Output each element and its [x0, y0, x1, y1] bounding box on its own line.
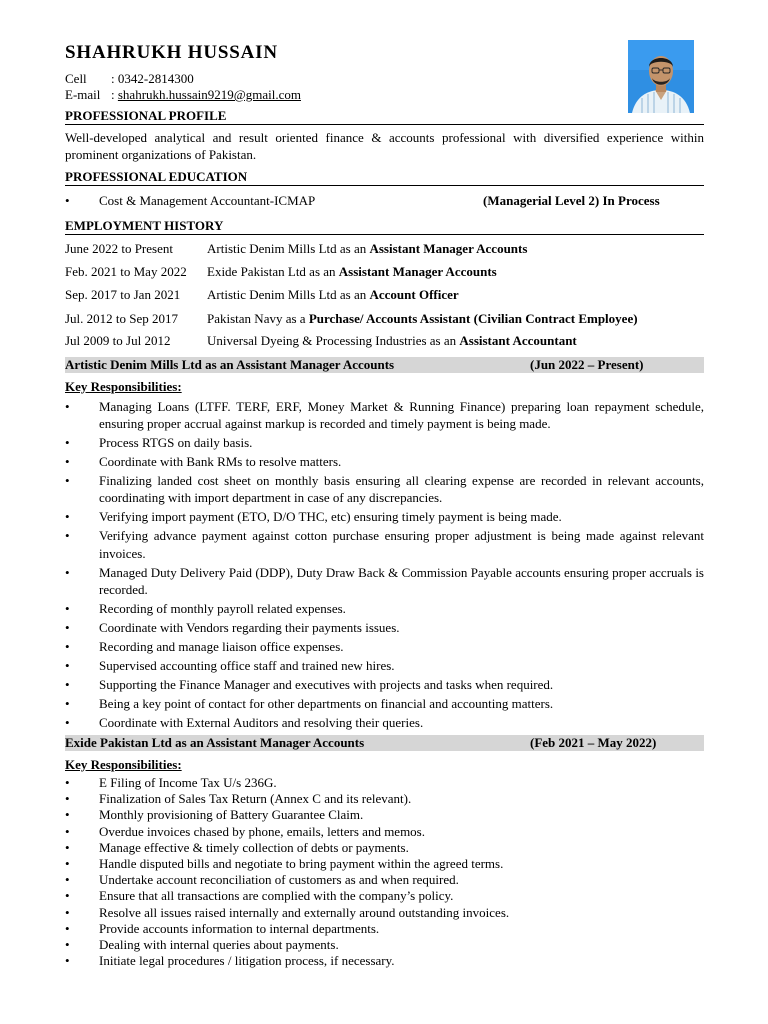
responsibility-text: Supervised accounting office staff and trained new hires.: [99, 657, 395, 673]
profile-summary: Well-developed analytical and result oriented finance & accounts professional with diversified experience within prominent organizations of Pakistan.: [65, 130, 704, 162]
employment-heading: EMPLOYMENT HISTORY: [65, 218, 704, 235]
list-item: [65, 872, 704, 888]
education-level: (Managerial Level 2) In Process: [483, 193, 660, 208]
list-item: [65, 888, 704, 904]
employment-role: Purchase/ Accounts Assistant (Civilian Contract Employee): [308, 311, 638, 326]
bullet: •: [65, 775, 70, 790]
cell-label: Cell: [65, 71, 87, 86]
job-period: (Feb 2021 – May 2022): [530, 735, 657, 750]
bullet: •: [65, 193, 70, 208]
bullet: •: [65, 839, 70, 855]
cell-row: [65, 71, 194, 86]
bullet: •: [65, 937, 70, 953]
education-qualification: Cost & Management Accountant-ICMAP: [99, 193, 316, 208]
bullet: •: [65, 714, 70, 730]
responsibility-text: Handle disputed bills and negotiate to bring payment within the agreed terms.: [99, 856, 504, 872]
job-title: Artistic Denim Mills Ltd as an Assistant Manager Accounts: [65, 357, 395, 372]
responsibility-text: Undertake account reconciliation of customers as and when required.: [99, 872, 459, 888]
key-responsibilities-heading: Key Responsibilities:: [65, 757, 182, 772]
list-item: [65, 775, 704, 791]
list-item: [65, 453, 704, 470]
employment-description: Exide Pakistan Ltd as an Assistant Manager Accounts: [207, 264, 497, 279]
job-title: Exide Pakistan Ltd as an Assistant Manager Accounts: [65, 735, 365, 750]
employment-date: Feb. 2021 to May 2022: [65, 264, 187, 279]
list-item: [65, 638, 704, 655]
list-item: [65, 791, 704, 807]
employment-role: Assistant Manager Accounts: [369, 241, 528, 256]
bullet: •: [65, 454, 70, 470]
education-heading: PROFESSIONAL EDUCATION: [65, 169, 704, 186]
list-item: [65, 472, 704, 506]
employment-role: Account Officer: [369, 287, 459, 302]
responsibility-text: Being a key point of contact for other departments on financial and accounting matters.: [99, 695, 554, 711]
job-period: (Jun 2022 – Present): [530, 357, 644, 372]
responsibility-text: Resolve all issues raised internally and externally around outstanding invoices.: [99, 904, 510, 920]
bullet: •: [65, 657, 70, 673]
responsibility-text: Supporting the Finance Manager and executives with projects and tasks when required.: [99, 676, 554, 692]
responsibility-text: Recording and manage liaison office expenses.: [99, 638, 344, 654]
list-item: [65, 953, 704, 969]
list-item: [65, 937, 704, 953]
employment-description: Pakistan Navy as a Purchase/ Accounts Assistant (Civilian Contract Employee): [207, 311, 638, 326]
resume-page: [65, 0, 704, 1024]
responsibilities-list: [65, 775, 704, 969]
list-item: [65, 657, 704, 674]
email-label: E-mail: [65, 87, 101, 102]
list-item: [65, 921, 704, 937]
bullet: •: [65, 638, 70, 654]
responsibility-text: Coordinate with Vendors regarding their payments issues.: [99, 619, 400, 635]
list-item: [65, 856, 704, 872]
responsibility-text: Finalizing landed cost sheet on monthly basis ensuring all clearing expense are recorded in relevant accounts, coordinating with import department in case of any discrepancies.: [99, 473, 704, 506]
bullet: •: [65, 399, 70, 414]
list-item: [65, 398, 704, 432]
list-item: [65, 600, 704, 617]
key-responsibilities-heading: Key Responsibilities:: [65, 379, 182, 394]
bullet: •: [65, 888, 70, 904]
profile-photo: [628, 40, 694, 113]
responsibility-text: Verifying advance payment against cotton purchase ensuring proper adjustment is being made against relevant invoices.: [99, 528, 704, 561]
employment-role: Assistant Manager Accounts: [338, 264, 497, 279]
bullet: •: [65, 807, 70, 823]
list-item: [65, 840, 704, 856]
employment-date: Jul 2009 to Jul 2012: [65, 333, 171, 348]
bullet: •: [65, 473, 70, 489]
responsibility-text: Initiate legal procedures / litigation process, if necessary.: [99, 953, 395, 969]
responsibility-text: Managing Loans (LTFF. TERF, ERF, Money Market & Running Finance) preparing loan repayment schedule, ensuring proper accrual against markup is recorded and timely payment is being made.: [99, 399, 704, 432]
employment-description: Artistic Denim Mills Ltd as an Assistant Manager Accounts: [207, 241, 528, 256]
responsibility-text: Provide accounts information to internal departments.: [99, 920, 380, 936]
responsibility-text: Recording of monthly payroll related expenses.: [99, 600, 346, 616]
bullet: •: [65, 509, 70, 525]
list-item: [65, 527, 704, 561]
responsibility-text: Verifying import payment (ETO, D/O THC, etc) ensuring timely payment is being made.: [99, 509, 562, 525]
employment-date: Jul. 2012 to Sep 2017: [65, 311, 179, 326]
email-separator: :: [111, 87, 118, 102]
employment-description: Universal Dyeing & Processing Industries as an Assistant Accountant: [207, 333, 577, 348]
responsibility-text: E Filing of Income Tax U/s 236G.: [99, 775, 277, 790]
responsibility-text: Managed Duty Delivery Paid (DDP), Duty Draw Back & Commission Payable accounts ensuring proper accruals is recorded.: [99, 564, 704, 597]
bullet: •: [65, 435, 70, 451]
list-item: [65, 714, 704, 731]
responsibility-text: Coordinate with External Auditors and resolving their queries.: [99, 714, 424, 730]
bullet: •: [65, 953, 70, 969]
bullet: •: [65, 564, 70, 580]
list-item: [65, 695, 704, 712]
list-item: [65, 676, 704, 693]
employment-role: Assistant Accountant: [459, 333, 577, 348]
bullet: •: [65, 823, 70, 839]
responsibility-text: Overdue invoices chased by phone, emails, letters and memos.: [99, 823, 425, 839]
bullet: •: [65, 904, 70, 920]
list-item: [65, 619, 704, 636]
responsibility-text: Finalization of Sales Tax Return (Annex C and its relevant).: [99, 791, 412, 807]
profile-heading: PROFESSIONAL PROFILE: [65, 108, 704, 125]
responsibility-text: Ensure that all transactions are complied with the company’s policy.: [99, 888, 454, 904]
list-item: [65, 434, 704, 451]
responsibility-text: Manage effective & timely collection of debts or payments.: [99, 839, 409, 855]
job-title-bar: [65, 357, 704, 373]
cell-number: : 0342-2814300: [111, 71, 194, 86]
list-item: [65, 807, 704, 823]
list-item: [65, 905, 704, 921]
job-title-bar: [65, 735, 704, 751]
bullet: •: [65, 676, 70, 692]
responsibility-text: Process RTGS on daily basis.: [99, 435, 253, 451]
list-item: [65, 564, 704, 598]
responsibilities-list: [65, 398, 704, 733]
bullet: •: [65, 920, 70, 936]
candidate-name: SHAHRUKH HUSSAIN: [65, 42, 278, 63]
bullet: •: [65, 856, 70, 872]
email-row: [65, 87, 301, 102]
employment-date: June 2022 to Present: [65, 241, 173, 256]
responsibility-text: Monthly provisioning of Battery Guarantee Claim.: [99, 807, 364, 823]
bullet: •: [65, 600, 70, 616]
bullet: •: [65, 791, 70, 807]
list-item: [65, 508, 704, 525]
responsibility-text: Coordinate with Bank RMs to resolve matters.: [99, 454, 342, 470]
bullet: •: [65, 528, 70, 544]
responsibility-text: Dealing with internal queries about payments.: [99, 937, 339, 953]
employment-description: Artistic Denim Mills Ltd as an Account Officer: [207, 287, 459, 302]
employment-date: Sep. 2017 to Jan 2021: [65, 287, 181, 302]
list-item: [65, 824, 704, 840]
bullet: •: [65, 872, 70, 888]
bullet: •: [65, 619, 70, 635]
email-link[interactable]: shahrukh.hussain9219@gmail.com: [117, 87, 301, 102]
bullet: •: [65, 695, 70, 711]
